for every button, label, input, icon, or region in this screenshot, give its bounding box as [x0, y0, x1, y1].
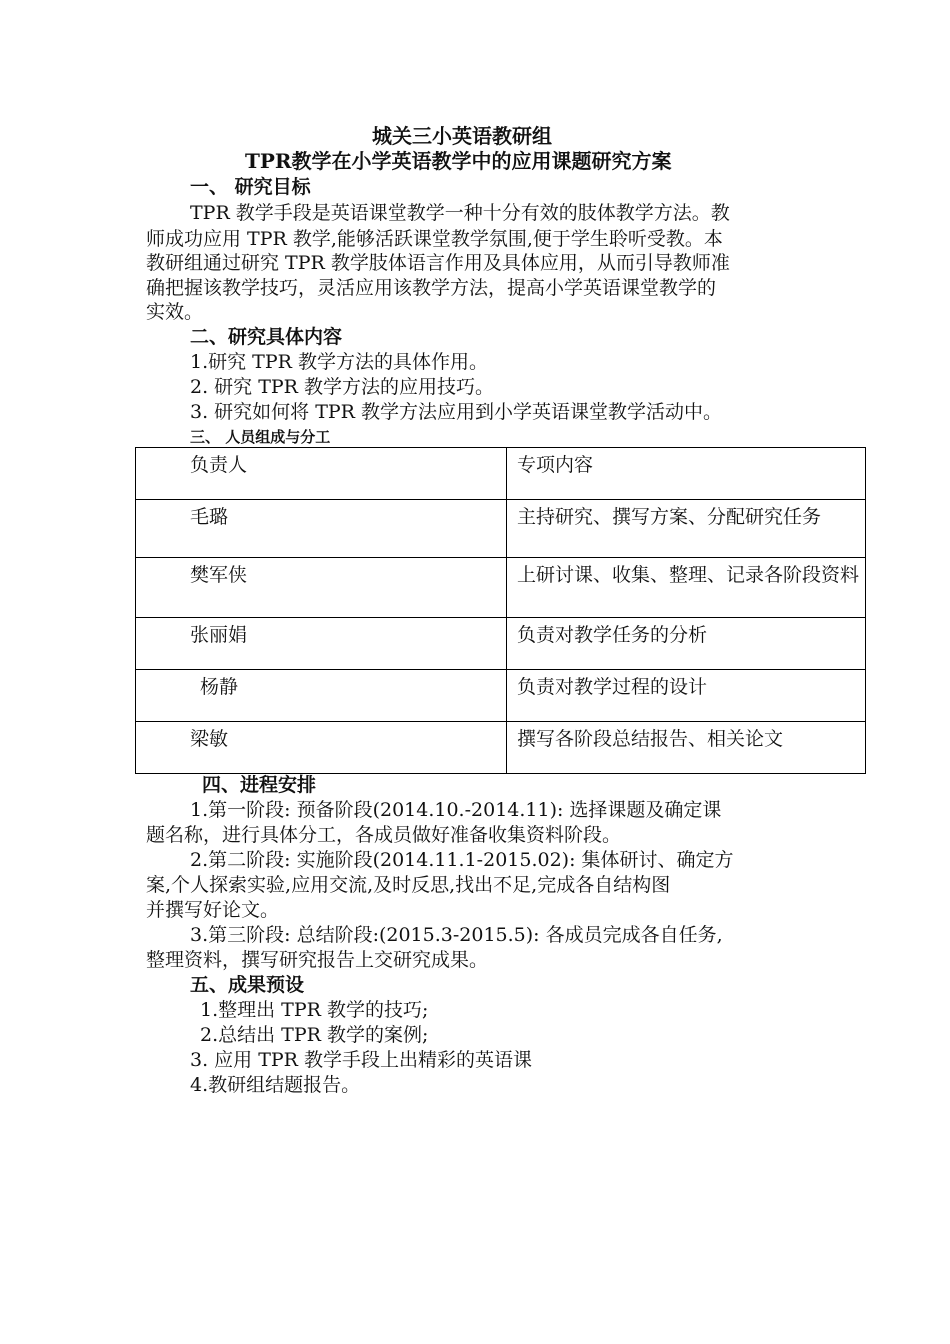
section5-heading: 五、成果预设: [190, 974, 305, 996]
section1-line: 教研组通过研究 TPR 教学肢体语言作用及具体应用，从而引导教师准: [146, 252, 730, 274]
cell-task: 上研讨课、收集、整理、记录各阶段资料: [507, 558, 866, 618]
org-title: 城关三小英语教研组: [372, 124, 552, 148]
section2-item: 1.研究 TPR 教学方法的具体作用。: [190, 351, 488, 373]
section2-heading: 二、研究具体内容: [190, 326, 343, 348]
section1-line: 实效。: [146, 301, 204, 323]
section1-line: 师成功应用 TPR 教学,能够活跃课堂教学氛围,便于学生聆听受教。本: [146, 228, 723, 250]
cell-task: 主持研究、撰写方案、分配研究任务: [507, 500, 866, 558]
section3-heading: 三、 人员组成与分工: [190, 428, 331, 446]
section4-line: 整理资料，撰写研究报告上交研究成果。: [146, 949, 489, 971]
table-row: [136, 722, 866, 774]
section5-item: 1.整理出 TPR 教学的技巧;: [200, 999, 429, 1021]
section1-line: TPR 教学手段是英语课堂教学一种十分有效的肢体教学方法。教: [190, 202, 730, 224]
table-row: [136, 500, 866, 558]
document-title: TPR教学在小学英语教学中的应用课题研究方案: [245, 149, 672, 173]
staff-table: [135, 447, 866, 774]
section4-line: 1.第一阶段: 预备阶段(2014.10.-2014.11): 选择课题及确定课: [190, 799, 722, 821]
cell-task: 撰写各阶段总结报告、相关论文: [507, 722, 866, 774]
table-row: [136, 670, 866, 722]
section4-line: 案,个人探索实验,应用交流,及时反思,找出不足,完成各自结构图: [146, 874, 671, 896]
section2-item: 3. 研究如何将 TPR 教学方法应用到小学英语课堂教学活动中。: [190, 401, 723, 423]
section4-line: 3.第三阶段: 总结阶段:(2015.3-2015.5): 各成员完成各自任务,: [190, 924, 723, 946]
section5-item: 3. 应用 TPR 教学手段上出精彩的英语课: [190, 1049, 533, 1071]
header-responsible: 负责人: [136, 448, 507, 500]
table-row: [136, 558, 866, 618]
table-header-row: [136, 448, 866, 500]
section4-line: 2.第二阶段: 实施阶段(2014.11.1-2015.02): 集体研讨、确定方: [190, 849, 734, 871]
section4-heading: 四、进程安排: [202, 774, 317, 796]
section5-item: 4.教研组结题报告。: [190, 1074, 361, 1096]
cell-task: 负责对教学过程的设计: [507, 670, 866, 722]
cell-name: 毛璐: [136, 500, 507, 558]
section5-item: 2.总结出 TPR 教学的案例;: [200, 1024, 429, 1046]
table-row: [136, 618, 866, 670]
section4-line: 题名称，进行具体分工，各成员做好准备收集资料阶段。: [146, 824, 622, 846]
cell-name: 樊军侠: [136, 558, 507, 618]
cell-name: 张丽娟: [136, 618, 507, 670]
header-task: 专项内容: [507, 448, 866, 500]
cell-name: 梁敏: [136, 722, 507, 774]
section1-heading: 一、 研究目标: [190, 176, 311, 198]
cell-name: 杨静: [136, 670, 507, 722]
section2-item: 2. 研究 TPR 教学方法的应用技巧。: [190, 376, 495, 398]
section1-line: 确把握该教学技巧，灵活应用该教学方法，提高小学英语课堂教学的: [146, 277, 717, 299]
section4-line: 并撰写好论文。: [146, 899, 280, 921]
cell-task: 负责对教学任务的分析: [507, 618, 866, 670]
